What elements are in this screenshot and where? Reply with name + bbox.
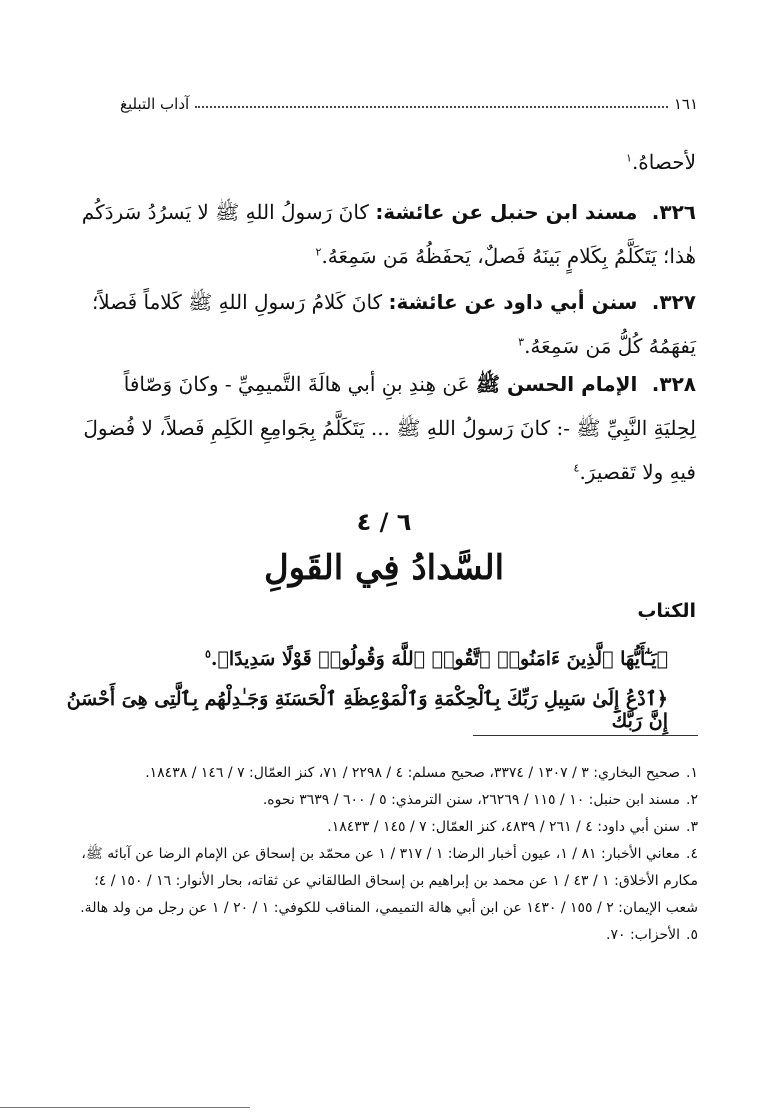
dotted-leader xyxy=(195,106,668,108)
quran-verse xyxy=(48,688,668,732)
footnote-text: صحيح البخاري: ٣ / ١٣٠٧ / ٣٣٧٤، صحيح مسلم: ٤ / ٢٢٩٨ / ٧١، كنز العمّال: ٧ / ١٤٦ / ١٨٤٣٨. xyxy=(145,765,681,781)
section-title: السَّدادُ فِي القَولِ xyxy=(263,548,505,588)
page-bottom-rule xyxy=(0,1107,250,1108)
hadith-text: عَن هِندِ بنِ أبي هالَةَ التَّميمِيِّ - وكانَ وَصّافاً لِحِليَةِ النَّبِيِّ ﷺ -: كانَ رَسولُ اللهِ ﷺ ... يَتَكَلَّمُ بِجَوامِعِ الكَلِمِ فَصلاً، لا فُضولَ فيهِ ولا تَقصيرَ. xyxy=(83,372,696,484)
footnote-item xyxy=(58,841,698,922)
page-number: ١٦١ xyxy=(673,95,698,113)
quran-verse xyxy=(48,648,668,670)
verse-close-bracket: ﴾. xyxy=(210,648,229,670)
verse-text: ٱدْعُ إِلَىٰ سَبِيلِ رَبِّكَ بِٱلْحِكْمَةِ وَٱلْمَوْعِظَةِ ٱلْحَسَنَةِ وَجَـٰدِلْهُم بِٱلَّتِى هِىَ أَحْسَنُ إِنَّ رَبَّكَ xyxy=(66,688,668,732)
hadith-source: مسند ابن حنبل عن عائشة: xyxy=(375,200,638,224)
footnote-ref: ٢ xyxy=(315,245,322,259)
footnote-item xyxy=(58,787,698,814)
footnote-ref: ٤ xyxy=(573,461,580,475)
footnotes xyxy=(58,760,698,949)
footnote-number: ١. xyxy=(686,765,698,781)
hadith-number: ٣٢٧. xyxy=(651,290,696,314)
footnote-divider xyxy=(473,735,698,736)
hadith-text: كانَ كَلامُ رَسولِ اللهِ ﷺ كَلاماً فَصلاً؛ يَفهَمُهُ كُلُّ مَن سَمِعَهُ. xyxy=(91,290,696,358)
footnote-number: ٥. xyxy=(686,927,698,943)
footnote-text: سنن أبي داود: ٤ / ٢٦١ / ٤٨٣٩، كنز العمّال: ٧ / ١٤٥ / ١٨٤٣٣. xyxy=(327,819,681,835)
footnote-ref: ٣ xyxy=(518,335,525,349)
hadith-327 xyxy=(76,280,696,368)
hadith-326 xyxy=(76,190,696,278)
hadith-source: الإمام الحسن ﷺ xyxy=(475,372,638,396)
hadith-328 xyxy=(76,362,696,494)
footnote-ref: ١ xyxy=(626,151,632,165)
section-number: ٦ / ٤ xyxy=(356,508,412,536)
subheading-book: الكتاب xyxy=(637,600,696,622)
verse-open-bracket: ﴿ xyxy=(656,688,668,710)
hadith-source: سنن أبي داود عن عائشة: xyxy=(388,290,638,314)
footnote-text: الأحزاب: ٧٠. xyxy=(606,927,681,943)
hadith-number: ٣٢٦. xyxy=(651,200,696,224)
continuation-text xyxy=(76,140,696,184)
footnote-ref: ٥ xyxy=(204,647,211,661)
verse-open-bracket: ﴿ xyxy=(656,648,668,670)
hadith-text: كانَ رَسولُ اللهِ ﷺ لا يَسرُدُ سَردَكُم هٰذا؛ يَتَكَلَّمُ بِكَلامٍ بَينَهُ فَصلٌ، يَحفَظُهُ مَن سَمِعَهُ. xyxy=(81,200,696,268)
footnote-item xyxy=(58,760,698,787)
footnote-text: مسند ابن حنبل: ١٠ / ١١٥ / ٢٦٢٦٩، سنن الترمذي: ٥ / ٦٠٠ / ٣٦٣٩ نحوه. xyxy=(262,792,681,808)
footnote-number: ٣. xyxy=(686,819,698,835)
continuation-phrase: لأحصاهُ. xyxy=(631,150,696,174)
footnote-item xyxy=(58,922,698,949)
footnote-text: معاني الأخبار: ٨١ / ١، عيون أخبار الرضا: ١ / ٣١٧ / ١ عن محمّد بن إسحاق عن الإمام الرضا عن آبائه ﷺ، مكارم الأخلاق: ١ / ٤٣ / ١ عن محمد بن إبراهيم بن إسحاق الطالقاني عن ثقاته، بحار الأنوار: ١٦ / ١٥٠ / ٤؛ شعب الإيمان: ٢ / ١٥٥ / ١٤٣٠ عن ابن أبي هالة التميمي، المناقب للكوفي: ١ / ٢٠ / ١ عن رجل من ولد هالة. xyxy=(80,846,698,916)
verse-text: يَـٰٓأَيُّهَا ٱلَّذِينَ ءَامَنُوا۟ ٱتَّقُوا۟ ٱللَّهَ وَقُولُوا۟ قَوْلًا سَدِيدًا xyxy=(228,648,657,670)
hadith-number: ٣٢٨. xyxy=(651,372,696,396)
running-header xyxy=(120,92,698,116)
running-title: آداب التبليغ xyxy=(120,95,190,113)
footnote-item xyxy=(58,814,698,841)
footnote-number: ٢. xyxy=(686,792,698,808)
footnote-number: ٤. xyxy=(686,846,698,862)
